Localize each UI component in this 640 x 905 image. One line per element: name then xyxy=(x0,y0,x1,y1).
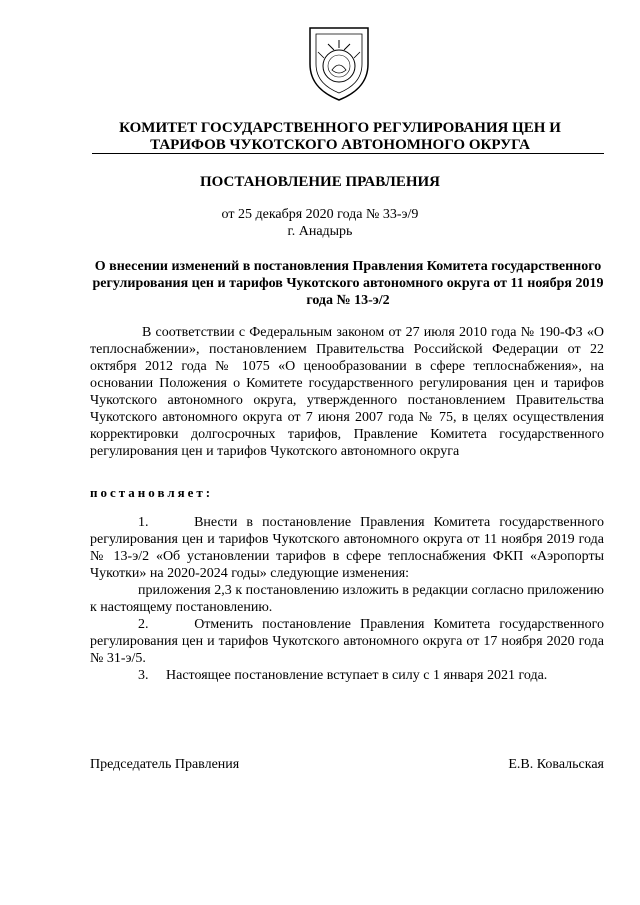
header-divider xyxy=(92,153,604,154)
items-list xyxy=(90,514,604,684)
item-number: 2. xyxy=(138,617,149,632)
item-text: Внести в постановление Правления Комитета государственного регулирования цен и тарифов Чукотского автономного округа от 11 ноября 2019 года № 13-э/2 «Об установлении тарифов в сфере теплоснабжения ФКП «Аэропорты Чукотки» на 2020-2024 годы» следующие изменения: xyxy=(90,515,604,581)
document-type: ПОСТАНОВЛЕНИЕ ПРАВЛЕНИЯ xyxy=(199,174,440,190)
document-date-number: от 25 декабря 2020 года № 33-э/9 xyxy=(221,207,419,222)
item-text: Настоящее постановление вступает в силу с 1 января 2021 года. xyxy=(166,668,548,683)
decree-word: постановляет: xyxy=(90,485,214,500)
list-item xyxy=(90,667,604,684)
document-city: г. Анадырь xyxy=(287,224,353,239)
item-number: 3. xyxy=(138,668,149,683)
document-subject: О внесении изменений в постановления Правления Комитета государственного регулирования цен и тарифов Чукотского автономного округа от 11 ноября 2019 года № 13-э/2 xyxy=(92,259,604,308)
document-date-block xyxy=(0,206,640,240)
item-text: приложения 2,3 к постановлению изложить в редакции согласно приложению к настоящему постановлению. xyxy=(90,583,604,615)
organization-name xyxy=(80,120,600,154)
coat-of-arms-icon xyxy=(304,22,374,102)
list-item xyxy=(90,616,604,667)
organization-line-2: ТАРИФОВ ЧУКОТСКОГО АВТОНОМНОГО ОКРУГА xyxy=(150,137,530,153)
list-item xyxy=(90,582,604,616)
item-text: Отменить постановление Правления Комитета государственного регулирования цен и тарифов Чукотского автономного округа от 17 ноября 2020 года № 31-э/5. xyxy=(90,617,605,666)
organization-line-1: КОМИТЕТ ГОСУДАРСТВЕННОГО РЕГУЛИРОВАНИЯ ЦЕН И xyxy=(119,120,561,136)
list-item xyxy=(90,514,604,582)
item-number: 1. xyxy=(138,515,149,530)
preamble-paragraph: В соответствии с Федеральным законом от 27 июля 2010 года № 190-ФЗ «О теплоснабжении», постановлением Правительства Российской Федерации от 22 октября 2012 года № 1075 «О ценообразовании в сфере теплоснабжения», на основании Положения о Комитете государственного регулирования цен и тарифов Чукотского автономного округа, утвержденного постановлением Правительства Чукотского автономного округа от 7 июня 2007 года № 75, в целях осуществления корректировки долгосрочных тарифов, Правление Комитета государственного регулирования цен и тарифов Чукотского автономного округа xyxy=(90,325,604,459)
signatory-name: Е.В. Ковальская xyxy=(508,757,604,772)
signatory-position: Председатель Правления xyxy=(90,757,240,772)
